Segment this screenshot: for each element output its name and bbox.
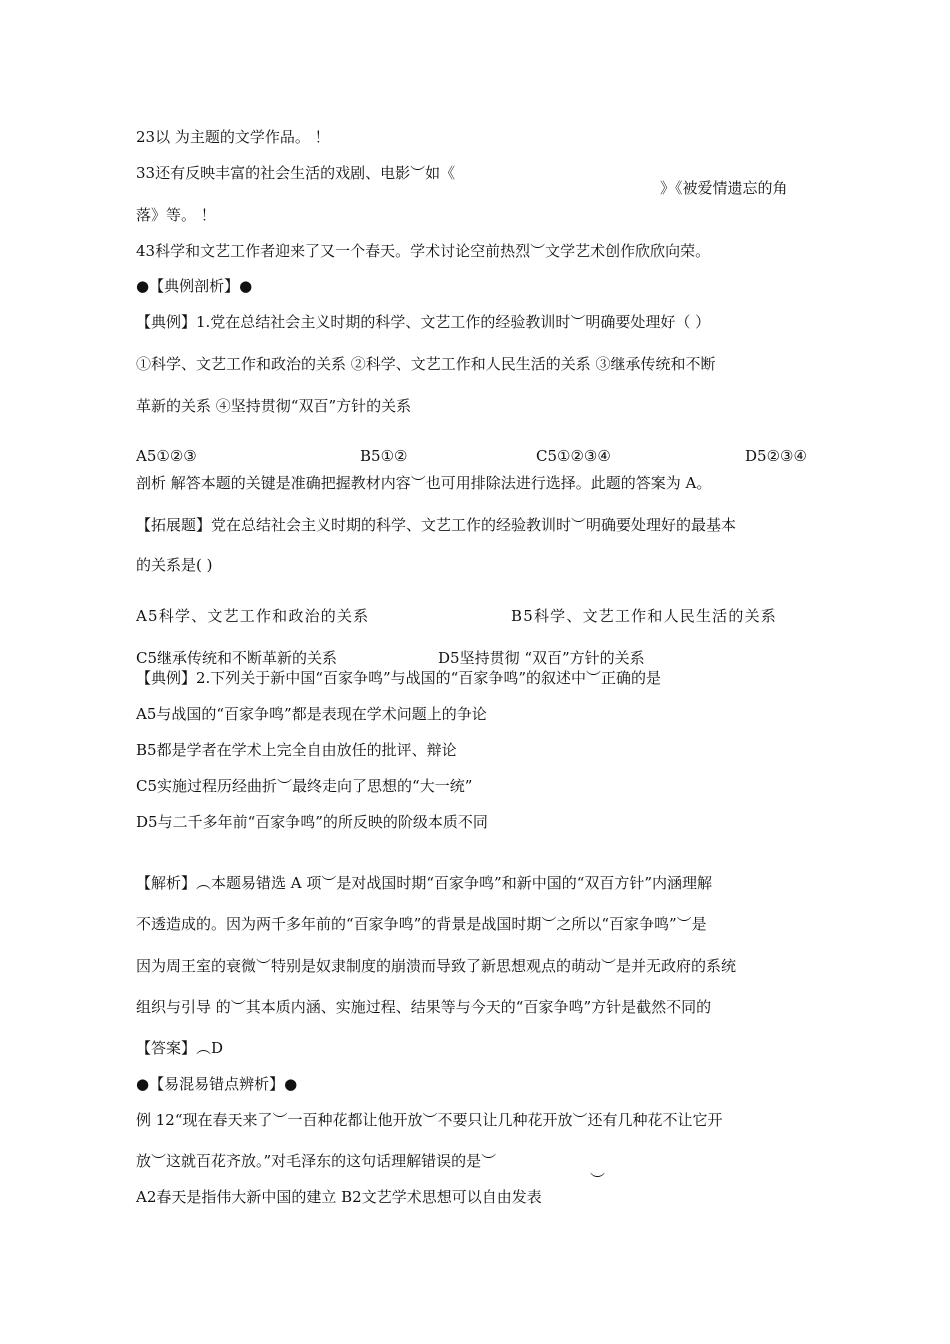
explanation: 【解析】︵本题易错选 A 项︶是对战国时期“百家争鸣”和新中国的“双百方针”内涵理解 xyxy=(136,874,713,892)
explanation: 组织与引导 的︶其本质内涵、实施过程、结果等与今天的“百家争鸣”方针是截然不同的 xyxy=(136,998,712,1016)
option-d: D5坚持贯彻 “双百”方针的关系 xyxy=(438,649,645,667)
option-c: C5继承传统和不断革新的关系 xyxy=(136,649,338,667)
option-b: B5①② xyxy=(360,447,408,465)
option-d: D5②③④ xyxy=(745,447,807,465)
text-line: 33还有反映丰富的社会生活的戏剧、电影︶如《 xyxy=(136,164,456,182)
section-heading: ●【典例剖析】● xyxy=(136,277,253,295)
question-1-statements: ①科学、文艺工作和政治的关系 ②科学、文艺工作和人民生活的关系 ③继承传统和不断 xyxy=(136,355,716,373)
example-12: 放︶这就百花齐放。”对毛泽东的这句话理解错误的是︶ xyxy=(136,1152,497,1170)
option-a: A5①②③ xyxy=(136,447,197,465)
option-c: C5①②③④ xyxy=(536,447,611,465)
question-2: 【典例】2.下列关于新中国“百家争鸣”与战国的“百家争鸣”的叙述中︶正确的是 xyxy=(136,669,661,687)
text-line: 落》等。 ！ xyxy=(136,206,216,224)
analysis-1: 剖析 解答本题的关键是准确把握教材内容︶也可用排除法进行选择。此题的答案为 A。 xyxy=(136,474,712,492)
question-1-statements: 革新的关系 ④坚持贯彻“双百”方针的关系 xyxy=(136,397,412,415)
option-d: D5与二千多年前“百家争鸣”的所反映的阶级本质不同 xyxy=(136,813,488,831)
text-line: 43科学和文艺工作者迎来了又一个春天。学术讨论空前热烈︶文学艺术创作欣欣向荣。 xyxy=(136,242,711,260)
section-heading: ●【易混易错点辨析】● xyxy=(136,1075,298,1093)
text-line: 23以 为主题的文学作品。 ！ xyxy=(136,128,330,146)
bracket-mark: ︶ xyxy=(590,1171,606,1189)
option-c: C5实施过程历经曲折︶最终走向了思想的“大一统” xyxy=(136,777,473,795)
extension-question: 【拓展题】党在总结社会主义时期的科学、文艺工作的经验教训时︶明确要处理好的最基本 xyxy=(136,516,737,534)
extension-question: 的关系是( ) xyxy=(136,556,213,574)
example-12-options: A2春天是指伟大新中国的建立 B2文艺学术思想可以自由发表 xyxy=(136,1188,542,1206)
explanation: 不透造成的。因为两千多年前的“百家争鸣”的背景是战国时期︶之所以“百家争鸣”︶是 xyxy=(136,915,707,933)
option-a: A5与战国的“百家争鸣”都是表现在学术问题上的争论 xyxy=(136,705,487,723)
option-b: B5科学、文艺工作和人民生活的关系 xyxy=(511,607,777,625)
question-1: 【典例】1.党在总结社会主义时期的科学、文艺工作的经验教训时︶明确要处理好（ ） xyxy=(136,313,711,331)
option-b: B5都是学者在学术上完全自由放任的批评、辩论 xyxy=(136,741,457,759)
example-12: 例 12“现在春天来了︶一百种花都让他开放︶不要只让几种花开放︶还有几种花不让它开 xyxy=(136,1111,723,1129)
option-a: A5科学、文艺工作和政治的关系 xyxy=(136,607,370,625)
text-line: 》《被爱情遗忘的角 xyxy=(660,179,788,197)
answer: 【答案】︵D xyxy=(136,1039,224,1057)
explanation: 因为周王室的衰微︶特别是奴隶制度的崩溃而导致了新思想观点的萌动︶是并无政府的系统 xyxy=(136,957,737,975)
